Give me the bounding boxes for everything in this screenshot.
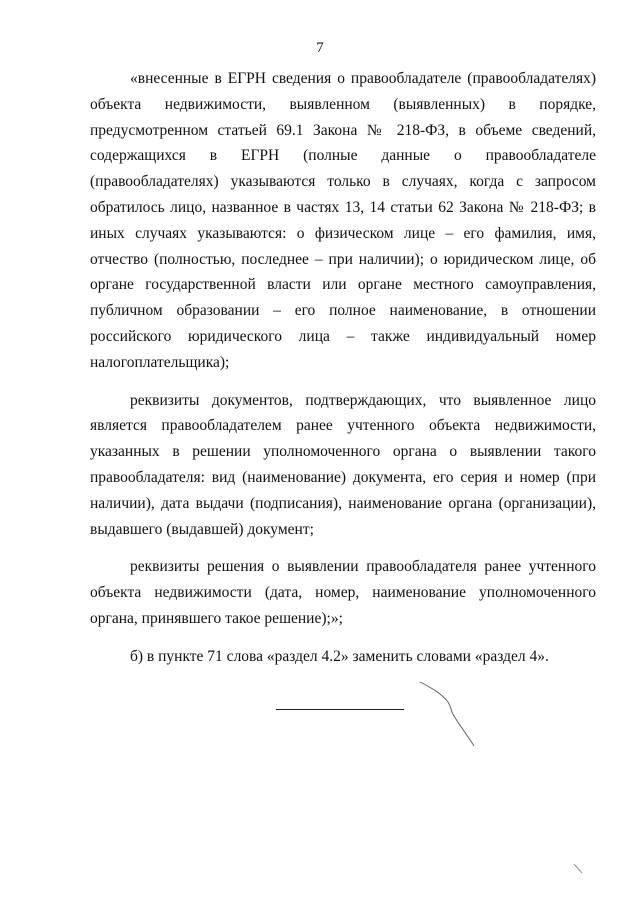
page-number: 7 [316,40,324,56]
signature-mark [418,680,478,750]
paragraph-item-b: б) в пункте 71 слова «раздел 4.2» заменить словами «раздел 4». [130,647,549,665]
paragraph-document-details: реквизиты документов, подтверждающих, что выявленное лицо является правообладателем ранее учтенного объекта недвижимости, указанных в решении уполномоченного органа о выявлении такого правообладателя: вид (наименование) документа, его серия и номер (при наличии), дата выдачи (подписания), наименование органа (организации), выдавшего (выдавшей) документ; [90,391,596,538]
closing-rule [276,709,404,710]
paragraph-egrn-info: «внесенные в ЕГРН сведения о правообладателе (правообладателях) объекта недвижимости, выявленном (выявленных) в порядке, предусмотренном статьей 69.1 Закона № 218-ФЗ, в объеме сведений, содержащихся в ЕГРН (полные данные о правообладателе (правообладателях) указываются только в случаях, когда с запросом обратилось лицо, названное в частях 13, 14 статьи 62 Закона № 218-ФЗ; в иных случаях указываются: о физическом лице – его фамилия, имя, отчество (полностью, последнее – при наличии); о юридическом лице, об органе государственной власти или органе местного самоуправления, публичном образовании – его полное наименование, в отношении российского юридического лица – также индивидуальный номер налогоплательщика); [90,70,596,371]
corner-mark [572,862,586,876]
paragraph-decision-details: реквизиты решения о выявлении правообладателя ранее учтенного объекта недвижимости (дата, номер, наименование уполномоченного органа, принявшего такое решение);»; [90,558,596,627]
document-body [90,66,596,682]
